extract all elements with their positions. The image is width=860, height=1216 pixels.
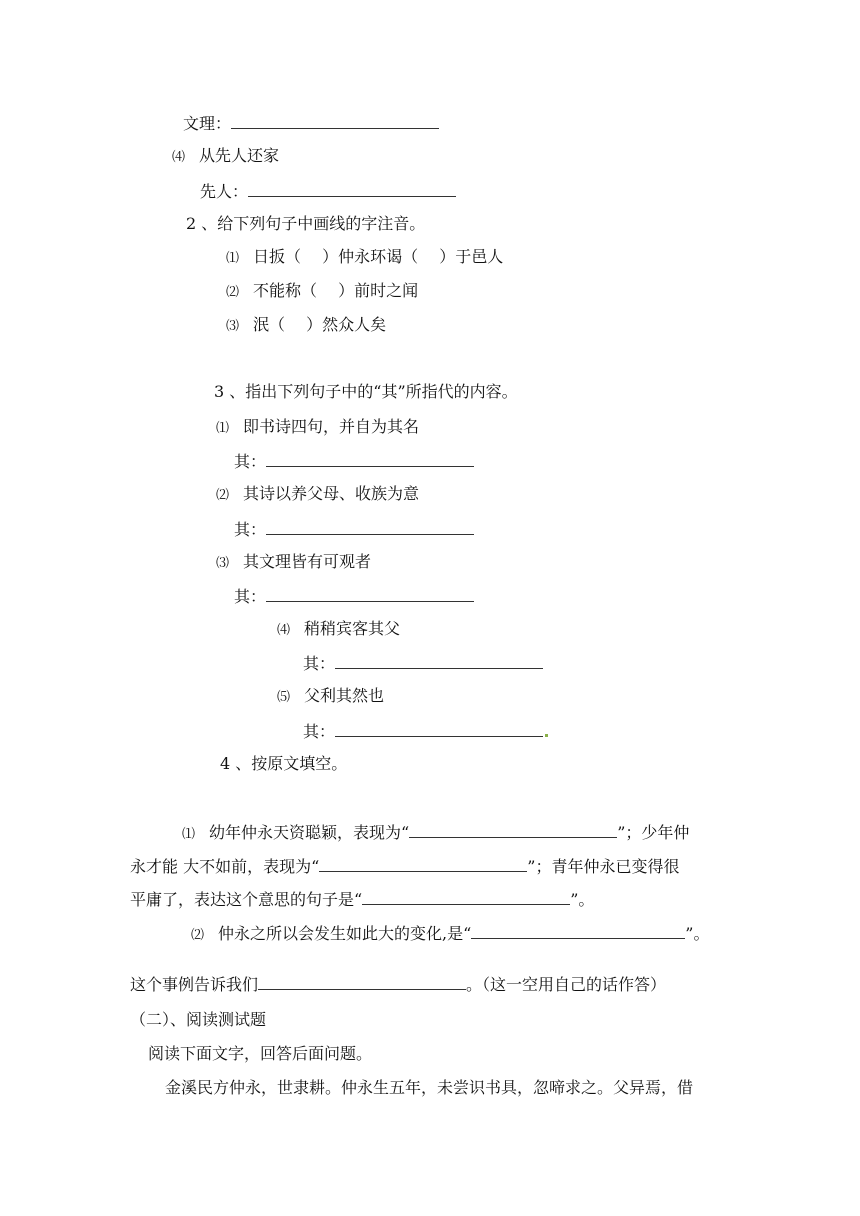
q4-item-2-number: ⑵ <box>191 928 205 943</box>
q4-item-2-text-c: 这个事例告诉我们 <box>130 975 259 994</box>
wenli-label: 文理： <box>183 114 232 133</box>
q3-item-3-number: ⑶ <box>216 556 230 571</box>
q3-item-5-answer <box>303 720 548 742</box>
q3-item-4-text: 稍稍宾客其父 <box>304 619 401 638</box>
q3-item-5-answer-label: 其： <box>303 722 336 741</box>
q3-item-4-number: ⑷ <box>277 623 291 638</box>
q4-item-1-text-b: ”；少年仲 <box>617 823 690 842</box>
q3-item-5-text: 父利其然也 <box>304 686 385 705</box>
q4-item-1-text-c: 永才能 大不如前，表现为“ <box>130 857 320 876</box>
q3-item-2 <box>216 483 419 505</box>
q2-item-1-text: 日扳（ ）仲永环谒（ ）于邑人 <box>253 247 504 266</box>
q3-item-2-answer <box>234 518 474 540</box>
q1-item-4 <box>172 145 279 167</box>
q3-item-4-answer-label: 其： <box>303 654 336 673</box>
q2-item-2 <box>226 280 418 302</box>
xianren-line <box>200 180 456 202</box>
q3-item-3-answer <box>234 585 474 607</box>
q4-title: 4 、按原文填空。 <box>220 754 348 773</box>
q1-item-4-number: ⑷ <box>172 150 186 165</box>
xianren-label: 先人： <box>200 182 249 201</box>
q4-blank-1[interactable] <box>409 821 617 838</box>
wenli-line <box>183 112 439 134</box>
q3-title: 3 、指出下列句子中的“其”所指代的内容。 <box>214 382 518 401</box>
q4-item-1-text-d: ”；青年仲永已变得很 <box>527 857 680 876</box>
q4-item-1-text-f: ”。 <box>570 890 595 909</box>
q4-blank-2[interactable] <box>319 855 527 872</box>
wenli-answer-blank[interactable] <box>231 112 439 129</box>
q2-item-2-number: ⑵ <box>226 285 240 300</box>
section-2-instruction: 阅读下面文字，回答后面问题。 <box>148 1044 373 1063</box>
q3-item-4-answer-blank[interactable] <box>335 652 543 669</box>
q4-item-2-text-d: 。（这一空用自己的话作答） <box>466 975 667 994</box>
q3-item-2-number: ⑵ <box>216 488 230 503</box>
q4-item-1-line-2 <box>130 855 679 877</box>
q3-item-1-answer-blank[interactable] <box>266 450 474 467</box>
q3-item-3 <box>216 551 371 573</box>
q2-item-3 <box>226 314 386 336</box>
q3-item-1-answer-label: 其： <box>234 452 267 471</box>
q3-item-5-answer-blank[interactable] <box>335 720 543 737</box>
q4-item-1-number: ⑴ <box>182 827 196 842</box>
q2-title: 2 、给下列句子中画线的字注音。 <box>186 214 426 233</box>
q3-item-4-answer <box>303 652 543 674</box>
q4-item-1-line-3 <box>130 888 594 910</box>
q3-item-1-text: 即书诗四句，并自为其名 <box>243 417 420 436</box>
q3-item-1 <box>216 416 419 438</box>
q4-item-1-line-1 <box>182 821 689 843</box>
q4-blank-3[interactable] <box>362 888 570 905</box>
q4-blank-4[interactable] <box>471 922 685 939</box>
q1-item-4-text: 从先人还家 <box>199 146 280 165</box>
q3-item-4 <box>277 618 400 640</box>
q4-item-2-text-b: ”。 <box>685 924 710 943</box>
q3-item-1-number: ⑴ <box>216 421 230 436</box>
cursor-mark <box>545 734 548 737</box>
q2-item-3-text: 泯（ ）然众人矣 <box>253 315 387 334</box>
q2-item-3-number: ⑶ <box>226 319 240 334</box>
q3-item-1-answer <box>234 450 474 472</box>
q2-item-1-number: ⑴ <box>226 251 240 266</box>
q4-item-2-line-2 <box>130 973 666 995</box>
q3-item-2-answer-label: 其： <box>234 520 267 539</box>
xianren-answer-blank[interactable] <box>248 180 456 197</box>
q3-item-3-answer-label: 其： <box>234 587 267 606</box>
q3-item-2-answer-blank[interactable] <box>266 518 474 535</box>
q3-item-5-number: ⑸ <box>277 690 291 705</box>
q4-blank-5[interactable] <box>258 973 466 990</box>
q3-item-3-answer-blank[interactable] <box>266 585 474 602</box>
q4-item-1-text-a: 幼年仲永天资聪颖，表现为“ <box>209 823 410 842</box>
q2-item-1 <box>226 246 503 268</box>
q4-item-2-text-a: 仲永之所以会发生如此大的变化,是“ <box>218 924 472 943</box>
q4-item-1-text-e: 平庸了，表达这个意思的句子是“ <box>130 890 363 909</box>
q3-item-5 <box>277 685 384 707</box>
section-2-title: （二）、阅读测试题 <box>130 1010 267 1029</box>
q2-item-2-text: 不能称（ ）前时之闻 <box>253 281 419 300</box>
q3-item-3-text: 其文理皆有可观者 <box>243 552 372 571</box>
passage-first-line: 金溪民方仲永，世隶耕。仲永生五年，未尝识书具，忽啼求之。父异焉，借 <box>165 1078 694 1097</box>
q3-item-2-text: 其诗以养父母、收族为意 <box>243 484 420 503</box>
q4-item-2-line-1 <box>191 922 709 944</box>
